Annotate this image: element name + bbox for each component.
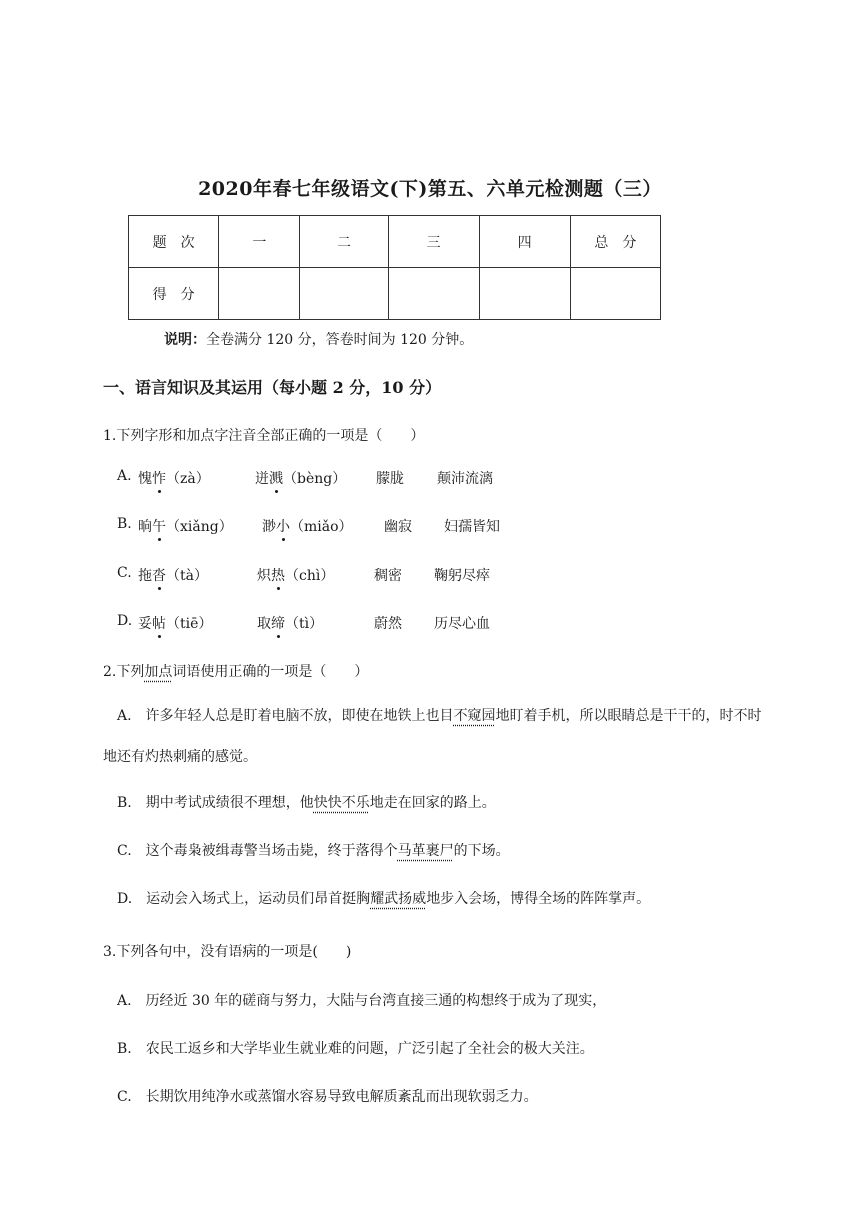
- q2-option-b: B. 期中考试成绩很不理想，他快快不乐地走在回家的路上。: [117, 795, 496, 811]
- dotted-char: 溅: [269, 468, 283, 488]
- header-cell: 三: [388, 216, 479, 268]
- option-word: 稠密: [374, 568, 402, 584]
- dotted-char: 怍: [152, 468, 166, 488]
- option-word: 妥帖（tiē）: [138, 613, 212, 633]
- option-letter: A.: [117, 468, 132, 484]
- dotted-char: 帖: [152, 613, 166, 633]
- option-word: 颠沛流漓: [437, 471, 493, 487]
- option-word: 妇孺皆知: [444, 519, 500, 535]
- option-word: 渺小（miǎo）: [262, 516, 353, 536]
- dotted-phrase: 加点: [144, 664, 173, 680]
- option-word: 蔚然: [374, 616, 402, 632]
- option-word: 历尽心血: [434, 616, 490, 632]
- score-cell: [388, 268, 479, 320]
- dotted-phrase: 不窥园: [453, 708, 496, 724]
- header-cell: 四: [479, 216, 570, 268]
- row-label-cell: 得 分: [129, 268, 219, 320]
- header-cell: 一: [219, 216, 300, 268]
- header-cell: 总 分: [570, 216, 660, 268]
- option-word: 朦胧: [376, 471, 404, 487]
- option-word: 愧怍（zà）: [138, 468, 210, 488]
- option-word: 鞠躬尽瘁: [434, 568, 490, 584]
- exam-note: [164, 329, 473, 349]
- question-2-stem: 2.下列加点词语使用正确的一项是（ ）: [103, 664, 369, 680]
- option-word: 炽热（chì）: [257, 565, 334, 585]
- section-heading: 一、语言知识及其运用（每小题 2 分，10 分）: [103, 378, 442, 397]
- score-table-header-row: [129, 216, 661, 268]
- q3-option-b: B. 农民工返乡和大学毕业生就业难的问题，广泛引起了全社会的极大关注。: [117, 1041, 594, 1057]
- score-cell: [219, 268, 300, 320]
- question-1-stem: 1.下列字形和加点字注音全部正确的一项是（ ）: [103, 428, 425, 444]
- option-word: 取缔（tì）: [257, 613, 323, 633]
- note-text: 全卷满分 120 分，答卷时间为 120 分钟。: [206, 332, 474, 348]
- q2-option-a: A. 许多年轻人总是盯着电脑不放，即使在地铁上也目不窥园地盯着手机，所以眼睛总是干干的，时不时地还有灼热刺痛的感觉。: [103, 708, 762, 765]
- option-letter: B.: [117, 516, 132, 532]
- score-cell: [570, 268, 660, 320]
- score-cell: [479, 268, 570, 320]
- option-word: 幽寂: [384, 519, 412, 535]
- score-cell: [300, 268, 388, 320]
- q3-option-c: C. 长期饮用纯净水或蒸馏水容易导致电解质紊乱而出现软弱乏力。: [117, 1089, 538, 1105]
- dotted-phrase: 快快不乐: [313, 795, 370, 811]
- option-letter: C.: [117, 565, 132, 581]
- option-word: 拖沓（tà）: [138, 565, 208, 585]
- dotted-phrase: 耀武扬威: [370, 891, 427, 907]
- dotted-char: 小: [276, 516, 290, 536]
- header-cell: 题 次: [129, 216, 219, 268]
- q2-option-c: C. 这个毒枭被缉毒警当场击毙，终于落得个马革裹尸的下场。: [117, 843, 510, 859]
- dotted-char: 热: [271, 565, 285, 585]
- dotted-phrase: 马革裹尸: [397, 843, 454, 859]
- dotted-char: 缔: [271, 613, 285, 633]
- score-table: [128, 215, 661, 320]
- header-cell: 二: [300, 216, 388, 268]
- dotted-char: 沓: [152, 565, 166, 585]
- question-3-stem: 3.下列各句中，没有语病的一项是( ): [103, 944, 352, 960]
- option-word: 迸溅（bèng）: [255, 468, 346, 488]
- note-label: 说明：: [164, 332, 206, 348]
- q2-option-d: D. 运动会入场式上，运动员们昂首挺胸耀武扬威地步入会场，博得全场的阵阵掌声。: [117, 891, 651, 907]
- option-word: 晌午（xiǎng）: [138, 516, 233, 536]
- option-letter: D.: [117, 613, 133, 629]
- dotted-char: 午: [152, 516, 166, 536]
- q3-option-a: A. 历经近 30 年的磋商与努力，大陆与台湾直接三通的构想终于成为了现实，: [117, 993, 607, 1009]
- score-table-score-row: [129, 268, 661, 320]
- page-title: 2020年春七年级语文(下)第五、六单元检测题（三）: [198, 178, 662, 200]
